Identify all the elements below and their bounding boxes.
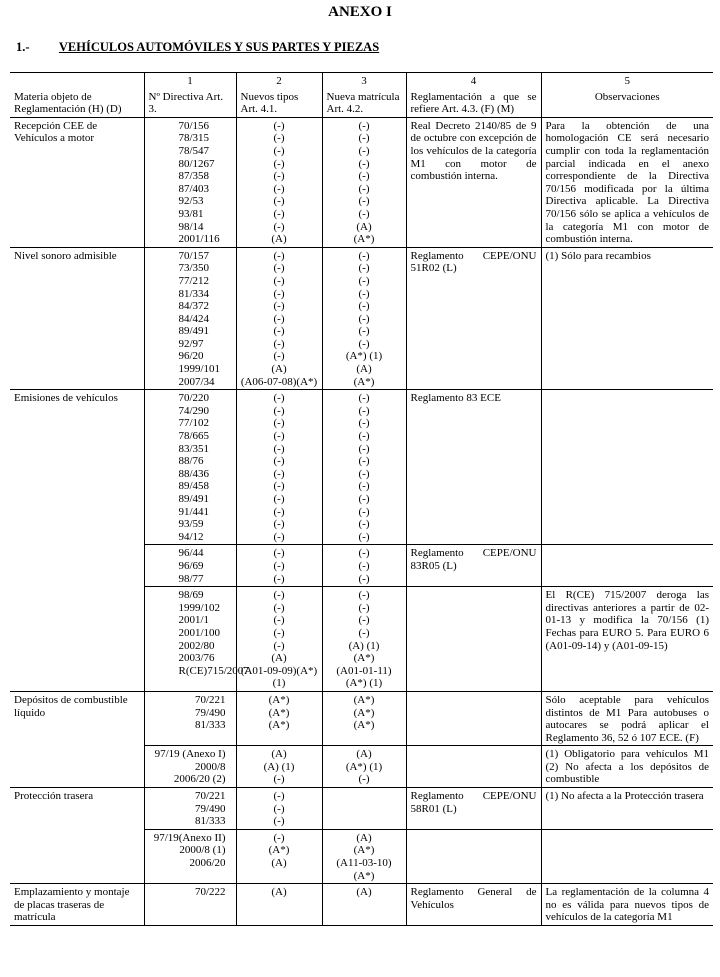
reglamentacion-cell	[406, 829, 541, 883]
directiva-cell-line: 93/59	[178, 518, 204, 531]
directiva-cell-line: 88/436	[178, 467, 210, 480]
header-directiva: Nº Directiva Art. 3.	[144, 89, 236, 118]
section-title: VEHÍCULOS AUTOMÓVILES Y SUS PARTES Y PIEZAS	[58, 40, 380, 54]
table-row	[10, 390, 713, 545]
directiva-cell-line: 78/665	[178, 430, 210, 443]
nuevos-tipos-cell-line: (A*)	[268, 719, 290, 732]
matricula-cell-line: (-)	[358, 626, 370, 639]
matricula-cell-line: (A)	[356, 220, 372, 233]
reglamentacion-cell: Reglamento General de Vehículos	[406, 884, 541, 926]
directiva-cell-line: 89/458	[178, 480, 210, 493]
matricula-cell-line: (-)	[358, 300, 370, 313]
matricula-cell-line: (A)	[356, 363, 372, 376]
nuevos-tipos-cell-line: (-)	[273, 132, 285, 145]
matricula-cell-line	[327, 803, 402, 816]
col-number-2: 2	[236, 73, 322, 89]
nuevos-tipos-cell-line: (-)	[273, 325, 285, 338]
materia-cell: Recepción CEE de Vehículos a motor	[10, 117, 144, 247]
directiva-cell-line: 2000/8 (1)	[179, 844, 226, 857]
table-row	[10, 788, 713, 830]
matricula-cell-line: (A*)	[353, 233, 375, 246]
header-row	[10, 89, 713, 118]
nuevos-tipos-cell	[236, 788, 322, 830]
table-row	[10, 247, 713, 390]
directiva-cell-line: 78/547	[178, 144, 210, 157]
nuevos-tipos-cell-line: (-)	[273, 182, 285, 195]
matricula-cell-line: (-)	[358, 119, 370, 132]
matricula-cell-line: (A) (1)	[348, 639, 380, 652]
directiva-cell-line: 73/350	[178, 262, 210, 275]
directiva-cell-line: 2001/1	[178, 614, 210, 627]
nuevos-tipos-cell	[236, 247, 322, 390]
directiva-cell-line: 70/157	[178, 249, 210, 262]
nuevos-tipos-cell-line: (-)	[273, 392, 285, 405]
directiva-cell-line: 78/315	[178, 132, 210, 145]
nuevos-tipos-cell-line: (-)	[273, 119, 285, 132]
reglamentacion-cell	[406, 746, 541, 788]
nuevos-tipos-cell-line: (-)	[273, 831, 285, 844]
nuevos-tipos-cell-line: (-)	[273, 773, 285, 786]
nuevos-tipos-cell	[236, 390, 322, 545]
directiva-cell-line: 81/333	[194, 815, 226, 828]
matricula-cell-line: (-)	[358, 249, 370, 262]
reglamentacion-cell	[406, 691, 541, 745]
matricula-cell-line: (A*)	[353, 693, 375, 706]
matricula-cell-line: (-)	[358, 274, 370, 287]
col-number-4: 4	[406, 73, 541, 89]
observaciones-cell: Para la obtención de una homologación CE será necesario cumplir con toda la reglamentación parcial indicada en el anexo correspondiente de la Directiva 70/156 modificada por la última Directiva aplicable. La Directiva 70/156 sólo se aplica a vehículos de la categoría M1 con motor de combustión interna.	[541, 117, 713, 247]
directiva-cell-line: 84/372	[178, 300, 210, 313]
header-nuevos-tipos: Nuevos tipos Art. 4.1.	[236, 89, 322, 118]
directiva-cell-line: 96/69	[178, 559, 204, 572]
nuevos-tipos-cell-line: (-)	[273, 195, 285, 208]
materia-cell: Emisiones de vehículos	[10, 390, 144, 692]
table-row	[10, 691, 713, 745]
matricula-cell-line: (-)	[358, 547, 370, 560]
matricula-cell-line: (-)	[358, 430, 370, 443]
nuevos-tipos-cell	[236, 691, 322, 745]
annex-title: ANEXO I	[328, 4, 392, 20]
observaciones-cell	[541, 829, 713, 883]
directiva-cell-line: 70/220	[178, 392, 210, 405]
directiva-cell	[144, 587, 249, 692]
directiva-cell-line: 2006/20 (2)	[173, 773, 226, 786]
nuevos-tipos-cell	[236, 746, 322, 788]
nuevos-tipos-cell-line: (-)	[273, 530, 285, 543]
directiva-cell-line: 77/102	[178, 417, 210, 430]
directiva-cell	[144, 788, 236, 830]
nuevos-tipos-cell-line: (-)	[273, 404, 285, 417]
directiva-cell-line: 2001/116	[178, 233, 220, 246]
directiva-cell	[144, 746, 236, 788]
matricula-cell	[322, 117, 406, 247]
reglamentacion-cell: Reglamento CEPE/ONU 83R05 (L)	[406, 545, 541, 587]
directiva-cell-line: 80/1267	[178, 157, 215, 170]
directiva-cell-line: 70/156	[178, 119, 210, 132]
nuevos-tipos-cell-line: (-)	[273, 207, 285, 220]
directiva-cell-line: 87/403	[178, 182, 210, 195]
matricula-cell-line: (A11-03-10)(A*)	[336, 857, 392, 882]
directiva-cell	[144, 884, 236, 926]
directiva-cell-line: 81/334	[178, 287, 210, 300]
matricula-cell-line: (-)	[358, 337, 370, 350]
matricula-cell-line: (-)	[358, 589, 370, 602]
nuevos-tipos-cell	[236, 587, 322, 692]
observaciones-cell	[541, 390, 713, 545]
directiva-cell-line: 70/221	[194, 693, 226, 706]
matricula-cell-line: (-)	[358, 530, 370, 543]
col-number-3: 3	[322, 73, 406, 89]
nuevos-tipos-cell-line: (-)	[273, 312, 285, 325]
matricula-cell	[322, 545, 406, 587]
matricula-cell-line	[327, 790, 402, 803]
matricula-cell-line: (-)	[358, 505, 370, 518]
nuevos-tipos-cell-line: (-)	[273, 430, 285, 443]
matricula-cell-line: (-)	[358, 404, 370, 417]
matricula-cell-line: (A*)	[353, 719, 375, 732]
nuevos-tipos-cell-line: (-)	[273, 350, 285, 363]
matricula-cell	[322, 587, 406, 692]
regulation-table	[10, 72, 713, 926]
directiva-cell-line: 96/20	[178, 350, 204, 363]
matricula-cell-line: (-)	[358, 287, 370, 300]
observaciones-cell: (1) Obligatorio para vehículos M1 (2) No afecta a los depósitos de combustible	[541, 746, 713, 788]
directiva-cell	[144, 390, 236, 545]
matricula-cell-line: (-)	[358, 480, 370, 493]
directiva-cell-line: 1999/102	[178, 601, 221, 614]
reglamentacion-cell: Reglamento CEPE/ONU 58R01 (L)	[406, 788, 541, 830]
nuevos-tipos-cell	[236, 117, 322, 247]
directiva-cell-line: 1999/101	[178, 363, 221, 376]
directiva-cell-line: 93/81	[178, 207, 204, 220]
header-nueva-matricula: Nueva matrícula Art. 4.2.	[322, 89, 406, 118]
observaciones-cell	[541, 545, 713, 587]
nuevos-tipos-cell-line: (-)	[273, 626, 285, 639]
directiva-cell-line: 87/358	[178, 170, 210, 183]
reglamentacion-cell: Reglamento 83 ECE	[406, 390, 541, 545]
directiva-cell-line: 92/53	[178, 195, 204, 208]
directiva-cell-line: 81/333	[194, 719, 226, 732]
nuevos-tipos-cell-line: (A)	[271, 652, 287, 665]
matricula-cell-line: (-)	[358, 518, 370, 531]
nuevos-tipos-cell-line: (-)	[273, 144, 285, 157]
observaciones-cell: El R(CE) 715/2007 deroga las directivas anteriores a partir de 02-01-13 y modifica la 70/156 (1) Fechas para EURO 5. Para EURO 6 (A01-09-14) y (A01-09-15)	[541, 587, 713, 692]
nuevos-tipos-cell-line: (-)	[273, 249, 285, 262]
col-number-1: 1	[144, 73, 236, 89]
nuevos-tipos-cell-line: (-)	[273, 480, 285, 493]
directiva-cell-line: 70/222	[194, 886, 226, 899]
directiva-cell-line: 97/19 (Anexo I)	[154, 748, 226, 761]
matricula-cell-line	[327, 815, 402, 828]
nuevos-tipos-cell-line: (-)	[273, 589, 285, 602]
matricula-cell-line: (-)	[358, 325, 370, 338]
reglamentacion-cell: Real Decreto 2140/85 de 9 de octubre con excepción de los vehículos de la categoría M1 con motor de combustión interna.	[406, 117, 541, 247]
nuevos-tipos-cell-line: (-)	[273, 547, 285, 560]
col-number-5: 5	[541, 73, 713, 89]
nuevos-tipos-cell	[236, 829, 322, 883]
nuevos-tipos-cell-line: (A)	[271, 233, 287, 246]
nuevos-tipos-cell-line: (-)	[273, 559, 285, 572]
matricula-cell-line: (-)	[358, 144, 370, 157]
directiva-cell-line: 2006/20	[189, 857, 226, 870]
matricula-cell-line: (-)	[358, 182, 370, 195]
directiva-cell-line: 84/424	[178, 312, 210, 325]
matricula-cell-line: (-)	[358, 614, 370, 627]
directiva-cell	[144, 247, 236, 390]
directiva-cell-line: 83/351	[178, 442, 210, 455]
matricula-cell-line: (A)	[356, 886, 372, 899]
directiva-cell-line: 2000/8	[194, 760, 226, 773]
nuevos-tipos-cell-line: (-)	[273, 287, 285, 300]
section-heading	[16, 40, 379, 55]
nuevos-tipos-cell-line: (-)	[273, 601, 285, 614]
matricula-cell	[322, 829, 406, 883]
nuevos-tipos-cell-line: (A)	[271, 748, 287, 761]
matricula-cell-line: (-)	[358, 493, 370, 505]
matricula-cell-line: (-)	[358, 392, 370, 405]
nuevos-tipos-cell-line: (A)	[271, 857, 287, 870]
matricula-cell	[322, 691, 406, 745]
table-row	[10, 117, 713, 247]
directiva-cell-line: 89/491	[178, 493, 210, 505]
nuevos-tipos-cell-line: (A06-07-08)(A*)	[240, 375, 318, 388]
directiva-cell-line: 2003/76	[178, 652, 215, 665]
directiva-cell-line: 2001/100	[178, 626, 221, 639]
matricula-cell-line: (-)	[358, 207, 370, 220]
table-row	[10, 884, 713, 926]
matricula-cell-line: (-)	[358, 572, 370, 585]
nuevos-tipos-cell-line: (A*)	[268, 706, 290, 719]
directiva-cell	[144, 691, 236, 745]
directiva-cell-line: 74/290	[178, 404, 210, 417]
matricula-cell-line: (-)	[358, 157, 370, 170]
directiva-cell-line: R(CE)715/2007	[178, 664, 249, 677]
nuevos-tipos-cell-line: (-)	[273, 790, 285, 803]
nuevos-tipos-cell-line: (-)	[273, 300, 285, 313]
materia-cell: Depósitos de combustible líquido	[10, 691, 144, 787]
column-numbers-row	[10, 73, 713, 89]
nuevos-tipos-cell-line: (-)	[273, 639, 285, 652]
nuevos-tipos-cell-line: (-)	[273, 262, 285, 275]
matricula-cell-line: (A*)	[353, 375, 375, 388]
nuevos-tipos-cell-line: (-)	[273, 815, 285, 828]
directiva-cell-line: 98/14	[178, 220, 204, 233]
directiva-cell-line: 79/490	[194, 802, 226, 815]
directiva-cell-line: 77/212	[178, 274, 210, 287]
nuevos-tipos-cell-line: (-)	[273, 493, 285, 505]
nuevos-tipos-cell-line: (-)	[273, 518, 285, 531]
matricula-cell-line: (-)	[358, 559, 370, 572]
matricula-cell-line: (-)	[358, 195, 370, 208]
matricula-cell-line: (-)	[358, 467, 370, 480]
matricula-cell-line: (A)	[356, 748, 372, 761]
matricula-cell-line: (A*) (1)	[345, 350, 383, 363]
matricula-cell-line: (A*) (1)	[345, 760, 383, 773]
matricula-cell-line: (A*)	[353, 652, 375, 665]
directiva-cell-line: 94/12	[178, 530, 204, 543]
nuevos-tipos-cell-line: (-)	[273, 417, 285, 430]
directiva-cell-line: 98/77	[178, 572, 204, 585]
nuevos-tipos-cell	[236, 545, 322, 587]
directiva-cell	[144, 829, 236, 883]
matricula-cell	[322, 746, 406, 788]
nuevos-tipos-cell-line: (-)	[273, 220, 285, 233]
observaciones-cell: La reglamentación de la columna 4 no es válida para nuevos tipos de vehículos de la categoría M1	[541, 884, 713, 926]
nuevos-tipos-cell-line: (-)	[273, 455, 285, 468]
directiva-cell-line: 2007/34	[178, 375, 215, 388]
directiva-cell	[144, 545, 236, 587]
directiva-cell-line: 92/97	[178, 337, 204, 350]
materia-cell: Emplazamiento y montaje de placas traseras de matrícula	[10, 884, 144, 926]
directiva-cell-line: 79/490	[194, 706, 226, 719]
directiva-cell-line: 2002/80	[178, 639, 215, 652]
nuevos-tipos-cell-line: (A)	[271, 886, 287, 899]
nuevos-tipos-cell-line: (A*)	[268, 844, 290, 857]
matricula-cell	[322, 390, 406, 545]
matricula-cell-line: (-)	[358, 170, 370, 183]
matricula-cell-line: (-)	[358, 312, 370, 325]
matricula-cell-line: (-)	[358, 262, 370, 275]
matricula-cell-line: (-)	[358, 417, 370, 430]
nuevos-tipos-cell-line: (A01-09-09)(A*) (1)	[240, 664, 318, 690]
nuevos-tipos-cell-line: (-)	[273, 170, 285, 183]
nuevos-tipos-cell-line: (A*)	[268, 693, 290, 706]
nuevos-tipos-cell-line: (-)	[273, 337, 285, 350]
col-number-0	[10, 73, 144, 89]
matricula-cell-line: (-)	[358, 773, 370, 786]
nuevos-tipos-cell-line: (-)	[273, 274, 285, 287]
nuevos-tipos-cell	[236, 884, 322, 926]
nuevos-tipos-cell-line: (-)	[273, 157, 285, 170]
directiva-cell-line: 70/221	[194, 790, 226, 803]
nuevos-tipos-cell-line: (-)	[273, 467, 285, 480]
header-materia: Materia objeto de Reglamentación (H) (D)	[10, 89, 144, 118]
materia-cell: Protección trasera	[10, 788, 144, 884]
observaciones-cell: (1) No afecta a la Protección trasera	[541, 788, 713, 830]
directiva-cell	[144, 117, 236, 247]
matricula-cell-line: (-)	[358, 455, 370, 468]
directiva-cell-line: 97/19(Anexo II)	[153, 831, 226, 844]
materia-cell: Nivel sonoro admisible	[10, 247, 144, 390]
nuevos-tipos-cell-line: (A) (1)	[263, 760, 295, 773]
header-reglamentacion: Reglamentación a que se refiere Art. 4.3. (F) (M)	[406, 89, 541, 118]
nuevos-tipos-cell-line: (-)	[273, 505, 285, 518]
matricula-cell	[322, 247, 406, 390]
matricula-cell-line: (A)	[356, 831, 372, 844]
nuevos-tipos-cell-line: (-)	[273, 442, 285, 455]
nuevos-tipos-cell-line: (A)	[271, 363, 287, 376]
directiva-cell-line: 98/69	[178, 589, 204, 602]
reglamentacion-cell	[406, 587, 541, 692]
section-number: 1.-	[16, 40, 30, 54]
matricula-cell-line: (A01-01-11)(A*) (1)	[336, 664, 392, 690]
nuevos-tipos-cell-line: (-)	[273, 614, 285, 627]
matricula-cell	[322, 884, 406, 926]
matricula-cell-line: (-)	[358, 132, 370, 145]
directiva-cell-line: 89/491	[178, 325, 210, 338]
reglamentacion-cell: Reglamento CEPE/ONU 51R02 (L)	[406, 247, 541, 390]
matricula-cell	[322, 788, 406, 830]
directiva-cell-line: 91/441	[178, 505, 210, 518]
matricula-cell-line: (A*)	[353, 844, 375, 857]
observaciones-cell: Sólo aceptable para vehículos distintos de M1 Para autobuses o autocares se podrá aplicar el Reglamento 36, 52 ó 107 ECE. (F)	[541, 691, 713, 745]
matricula-cell-line: (-)	[358, 442, 370, 455]
matricula-cell-line: (-)	[358, 601, 370, 614]
directiva-cell-line: 96/44	[178, 547, 204, 560]
observaciones-cell: (1) Sólo para recambios	[541, 247, 713, 390]
nuevos-tipos-cell-line: (-)	[273, 572, 285, 585]
header-observaciones: Observaciones	[541, 89, 713, 118]
directiva-cell-line: 88/76	[178, 455, 204, 468]
matricula-cell-line: (A*)	[353, 706, 375, 719]
nuevos-tipos-cell-line: (-)	[273, 802, 285, 815]
